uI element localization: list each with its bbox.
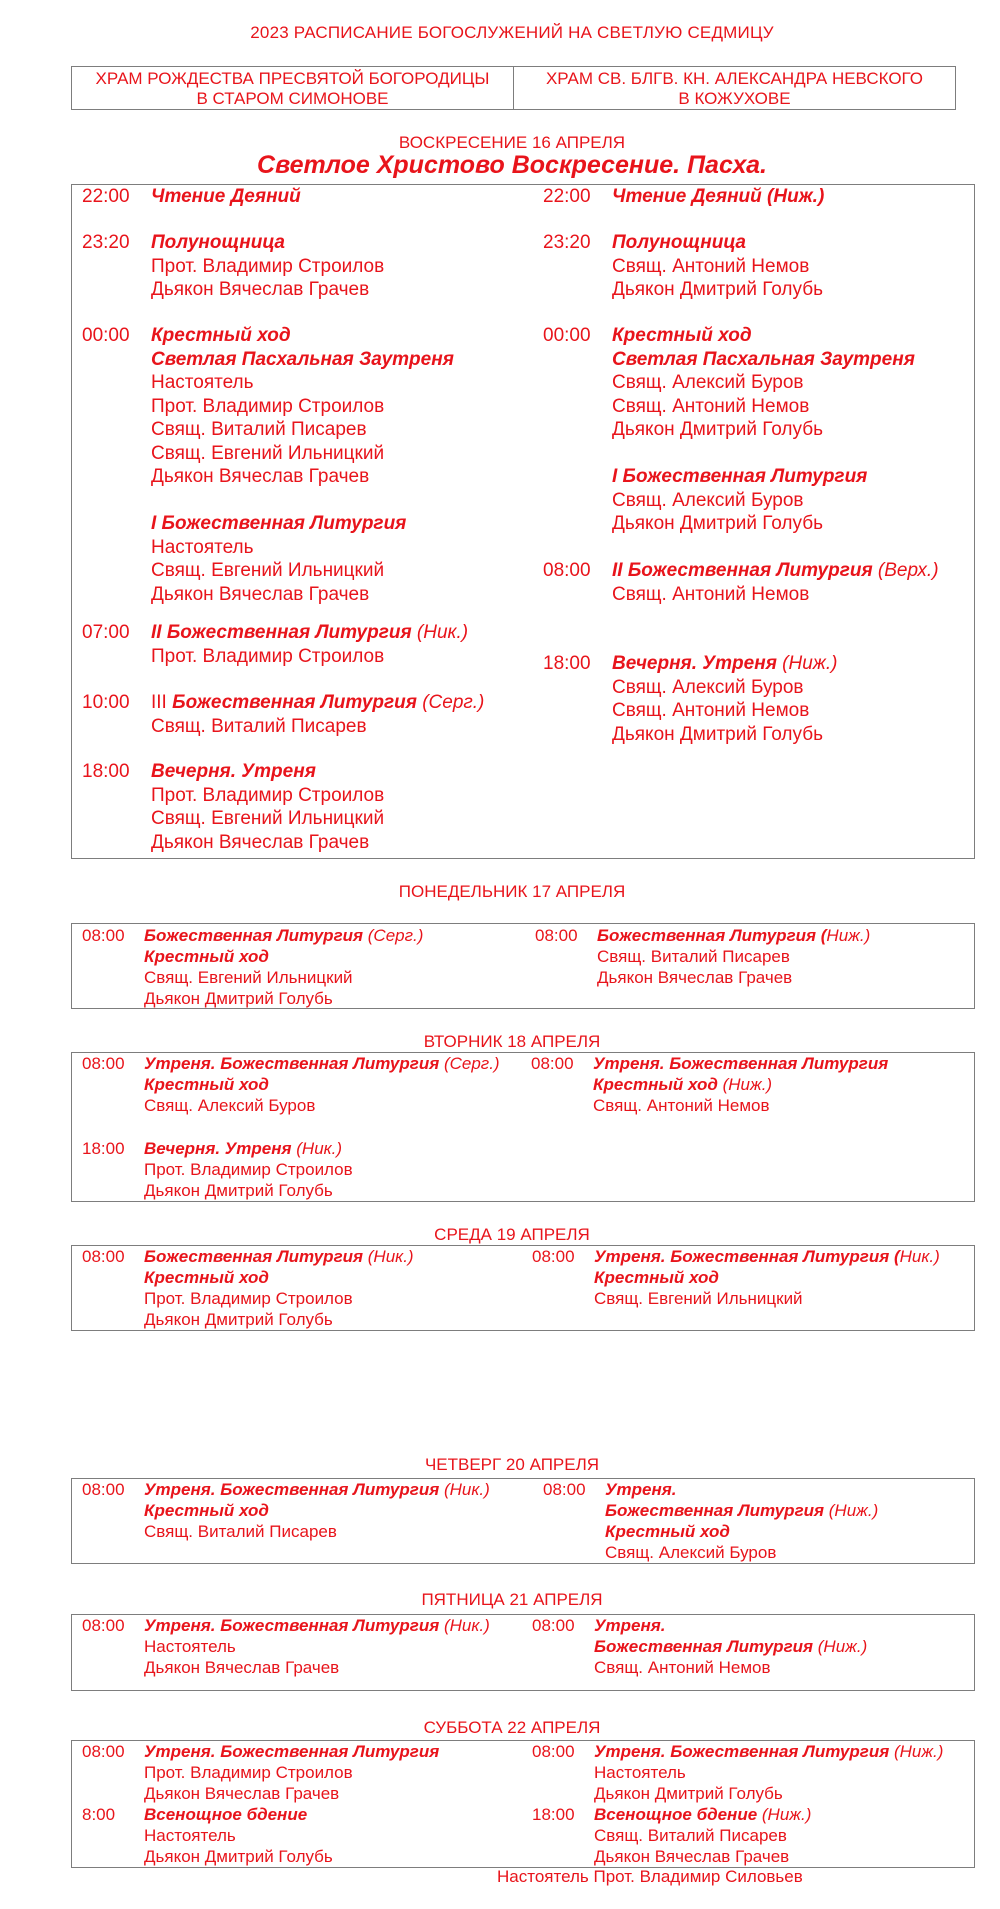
clergy-line: Прот. Владимир Строилов (151, 645, 385, 667)
service-name: II Божественная Литургия (151, 622, 412, 643)
clergy-line: Свящ. Алексий Буров (605, 1543, 777, 1562)
service-location-note: (Серг.) (439, 1054, 500, 1073)
church-left-location: В СТАРОМ СИМОНОВЕ (196, 89, 389, 108)
schedule-box-friday (71, 1614, 975, 1691)
clergy-line: Дьякон Дмитрий Голубь (144, 1847, 333, 1866)
clergy-line: Свящ. Алексий Буров (612, 489, 804, 511)
service-line (593, 1074, 888, 1095)
service-details (612, 559, 939, 606)
service-location-note: Ниж.) (826, 926, 871, 945)
clergy-line: Свящ. Евгений Ильницкий (151, 442, 385, 464)
service-name: Крестный ход (144, 1075, 269, 1094)
service-location-note: (Серг.) (363, 926, 424, 945)
service-name: Светлая Пасхальная Заутреня (612, 348, 915, 370)
service-details (151, 231, 384, 302)
service-line (151, 185, 301, 209)
church-right-heading (514, 67, 955, 109)
service-name: Крестный ход (612, 325, 752, 346)
clergy-line: Свящ. Виталий Писарев (594, 1826, 787, 1845)
service-name: Утреня. Божественная Литургия ( (594, 1247, 900, 1266)
clergy-line: Свящ. Евгений Ильницкий (144, 968, 353, 987)
service-name: I Божественная Литургия (612, 466, 868, 487)
service-line (594, 1267, 940, 1288)
service-line (594, 1615, 867, 1636)
schedule-box-sunday (71, 184, 975, 859)
service-name: Божественная Литургия (144, 926, 364, 945)
day-heading-wednesday: СРЕДА 19 АПРЕЛЯ (434, 1225, 590, 1244)
clergy-line: Дьякон Вячеслав Грачев (144, 1658, 340, 1677)
service-details (594, 1246, 940, 1309)
clergy-line: Прот. Владимир Строилов (144, 1763, 353, 1782)
service-location-note: (Ник.) (439, 1616, 490, 1635)
service-time: 08:00 (82, 1480, 125, 1499)
schedule-box-saturday (71, 1740, 975, 1868)
service-location-note: (Ниж.) (813, 1637, 868, 1656)
service-time: 18:00 (543, 653, 591, 674)
service-line (151, 324, 454, 348)
schedule-box-monday (71, 923, 975, 1009)
service-time: 10:00 (82, 692, 130, 713)
service-time: 00:00 (543, 325, 591, 346)
clergy-line: Дьякон Вячеслав Грачев (151, 831, 370, 853)
service-time: 8:00 (82, 1805, 116, 1824)
service-line (612, 348, 915, 372)
church-header-table (71, 66, 956, 110)
service-number: III (151, 692, 173, 713)
clergy-line: Прот. Владимир Строилов (144, 1160, 353, 1179)
service-line (612, 652, 837, 676)
service-name: Вечерня. Утреня (612, 653, 777, 674)
service-details (612, 465, 867, 536)
clergy-line: Свящ. Антоний Немов (612, 255, 810, 277)
service-line (593, 1053, 888, 1074)
service-location-note: (Ник.) (439, 1480, 490, 1499)
day-heading-friday: ПЯТНИЦА 21 АПРЕЛЯ (421, 1590, 603, 1609)
service-details (144, 1804, 333, 1867)
service-details (151, 621, 468, 668)
clergy-line: Настоятель (151, 372, 254, 393)
service-details (151, 512, 406, 606)
service-line (151, 348, 454, 372)
clergy-line: Свящ. Алексий Буров (144, 1096, 316, 1115)
service-details (594, 1804, 811, 1867)
service-line (151, 231, 384, 255)
service-line (144, 1615, 490, 1636)
clergy-line: Дьякон Дмитрий Голубь (144, 1310, 333, 1329)
service-details (597, 925, 870, 988)
service-name: Утреня. Божественная Литургия (593, 1054, 889, 1073)
service-location-note: (Ниж.) (889, 1742, 944, 1761)
clergy-line: Настоятель (594, 1763, 686, 1782)
service-time: 08:00 (82, 1247, 125, 1266)
service-line (594, 1246, 940, 1267)
service-details (144, 1053, 500, 1116)
clergy-line: Свящ. Антоний Немов (612, 700, 810, 721)
service-line (144, 925, 423, 946)
service-location-note: (Ник.) (363, 1247, 414, 1266)
service-name: Божественная Литургия (605, 1501, 825, 1520)
service-line (151, 691, 484, 715)
clergy-line: Свящ. Алексий Буров (612, 372, 804, 393)
service-line (144, 1479, 490, 1500)
service-details (144, 1246, 414, 1330)
service-details (612, 231, 823, 302)
day-heading-saturday: СУББОТА 22 АПРЕЛЯ (423, 1718, 601, 1737)
service-name: Вечерня. Утреня (151, 761, 316, 782)
service-name: Утреня. Божественная Литургия (144, 1480, 440, 1499)
service-line (144, 946, 423, 967)
service-details (144, 1138, 353, 1201)
clergy-line: Прот. Владимир Строилов (151, 784, 385, 806)
clergy-line: Свящ. Виталий Писарев (597, 947, 790, 966)
service-details (605, 1479, 878, 1563)
service-time: 08:00 (82, 1616, 125, 1635)
service-name: Крестный ход (144, 1501, 269, 1520)
service-location-note: Ник.) (899, 1247, 940, 1266)
service-time: 07:00 (82, 622, 130, 643)
service-line (605, 1521, 878, 1542)
service-name: Крестный ход (605, 1522, 730, 1541)
service-name: Божественная Литургия ( (597, 926, 827, 945)
service-name: II Божественная Литургия (612, 560, 873, 581)
service-name: Божественная Литургия (172, 692, 417, 713)
service-name: Крестный ход (144, 1268, 269, 1287)
service-details (144, 1615, 490, 1678)
service-line (144, 1074, 500, 1095)
clergy-line: Дьякон Дмитрий Голубь (144, 989, 333, 1008)
clergy-line: Настоятель (144, 1826, 236, 1845)
clergy-line: Свящ. Виталий Писарев (144, 1522, 337, 1541)
service-line (151, 621, 468, 645)
service-details (144, 1741, 439, 1804)
clergy-line: Свящ. Евгений Ильницкий (151, 560, 385, 581)
service-name: Божественная Литургия (144, 1247, 364, 1266)
document-title: 2023 РАСПИСАНИЕ БОГОСЛУЖЕНИЙ НА СВЕТЛУЮ СЕДМИЦУ (250, 23, 774, 42)
clergy-line: Дьякон Вячеслав Грачев (144, 1784, 340, 1803)
service-name: Чтение Деяний (151, 186, 301, 207)
clergy-line: Свящ. Евгений Ильницкий (151, 808, 385, 829)
service-line (597, 925, 870, 946)
service-time: 18:00 (82, 761, 130, 782)
service-line (612, 465, 867, 489)
service-name: Всенощное бдение (144, 1805, 308, 1824)
service-location-note: (Ниж.) (776, 653, 838, 674)
service-location-note: (Ник.) (411, 622, 469, 643)
service-name: Утреня. Божественная Литургия (594, 1742, 890, 1761)
service-line (594, 1804, 811, 1825)
rector-signature-line: Настоятель Прот. Владимир Силовьев (497, 1867, 803, 1886)
service-line (144, 1741, 439, 1762)
service-line (151, 512, 406, 536)
service-details (612, 185, 824, 209)
clergy-line: Свящ. Антоний Немов (612, 395, 810, 417)
clergy-line: Дьякон Дмитрий Голубь (612, 419, 823, 440)
service-name: Крестный ход (144, 947, 269, 966)
service-details (594, 1615, 867, 1678)
service-line (144, 1138, 353, 1159)
clergy-line: Дьякон Вячеслав Грачев (151, 466, 370, 487)
clergy-line: Прот. Владимир Строилов (144, 1289, 353, 1308)
service-time: 08:00 (543, 1480, 586, 1499)
service-details (593, 1053, 888, 1116)
service-line (144, 1246, 414, 1267)
service-time: 08:00 (82, 1054, 125, 1073)
clergy-line: Свящ. Антоний Немов (594, 1658, 771, 1677)
feast-title: Светлое Христово Воскресение. Пасха. (257, 151, 767, 179)
clergy-line: Дьякон Вячеслав Грачев (594, 1847, 790, 1866)
service-name: Полунощница (612, 232, 746, 253)
service-line (612, 559, 939, 583)
clergy-line: Свящ. Виталий Писарев (151, 715, 367, 737)
service-line (144, 1267, 414, 1288)
service-name: Утреня. (594, 1616, 666, 1635)
service-time: 08:00 (532, 1616, 575, 1635)
service-name: Вечерня. Утреня (144, 1139, 292, 1158)
service-line (605, 1479, 878, 1500)
service-time: 08:00 (532, 1247, 575, 1266)
schedule-box-tuesday (71, 1052, 975, 1202)
church-right-location: В КОЖУХОВЕ (678, 89, 791, 108)
service-name: Божественная Литургия (594, 1637, 814, 1656)
service-details (144, 925, 423, 1009)
service-line (151, 760, 384, 784)
service-location-note: (Ниж.) (824, 1501, 879, 1520)
service-details (151, 324, 454, 489)
day-heading-thursday: ЧЕТВЕРГ 20 АПРЕЛЯ (424, 1455, 600, 1474)
day-heading-tuesday: ВТОРНИК 18 АПРЕЛЯ (423, 1032, 601, 1051)
service-time: 23:20 (82, 232, 130, 253)
service-name: Светлая Пасхальная Заутреня (151, 348, 454, 370)
clergy-line: Свящ. Антоний Немов (593, 1096, 770, 1115)
clergy-line: Прот. Владимир Строилов (151, 395, 385, 417)
clergy-line: Дьякон Дмитрий Голубь (594, 1784, 783, 1803)
service-time: 08:00 (531, 1054, 574, 1073)
clergy-line: Дьякон Дмитрий Голубь (612, 513, 823, 534)
clergy-line: Дьякон Дмитрий Голубь (612, 279, 823, 300)
service-location-note: (Ниж.) (717, 1075, 773, 1094)
service-line (605, 1500, 878, 1521)
service-line (144, 1804, 333, 1825)
service-name: Утреня. (605, 1480, 677, 1499)
service-name: Всенощное бдение (594, 1805, 758, 1824)
service-location-note: (Серг.) (416, 692, 485, 713)
service-location-note: (Ниж.) (757, 1805, 812, 1824)
service-line (612, 324, 915, 348)
service-line (144, 1500, 490, 1521)
service-name: Утреня. Божественная Литургия (144, 1616, 440, 1635)
service-location-note: (Верх.) (872, 560, 939, 581)
service-time: 00:00 (82, 325, 130, 346)
service-location-note: (Ник.) (291, 1139, 343, 1158)
clergy-line: Свящ. Алексий Буров (612, 676, 804, 698)
service-details (594, 1741, 943, 1804)
service-line (594, 1741, 943, 1762)
service-name: Утреня. Божественная Литургия (144, 1054, 440, 1073)
service-line (594, 1636, 867, 1657)
service-time: 22:00 (543, 186, 591, 207)
service-time: 08:00 (82, 1742, 125, 1761)
service-name: I Божественная Литургия (151, 513, 407, 534)
service-time: 08:00 (543, 560, 591, 581)
clergy-line: Прот. Владимир Строилов (151, 255, 385, 277)
church-left-heading (72, 67, 514, 109)
service-details (612, 324, 915, 442)
service-details (151, 691, 484, 738)
service-time: 08:00 (82, 926, 125, 945)
service-name: Полунощница (151, 232, 285, 253)
service-line (612, 231, 823, 255)
clergy-line: Свящ. Антоний Немов (612, 583, 810, 605)
service-time: 18:00 (532, 1805, 575, 1824)
clergy-line: Дьякон Вячеслав Грачев (151, 279, 370, 300)
day-heading-sunday: ВОСКРЕСЕНИЕ 16 АПРЕЛЯ (398, 133, 626, 152)
service-line (144, 1053, 500, 1074)
day-heading-monday: ПОНЕДЕЛЬНИК 17 АПРЕЛЯ (398, 882, 626, 901)
service-line (612, 185, 824, 209)
schedule-box-thursday (71, 1478, 975, 1564)
service-details (151, 760, 384, 854)
clergy-line: Дьякон Вячеслав Грачев (151, 583, 370, 605)
service-details (151, 185, 301, 209)
service-time: 23:20 (543, 232, 591, 253)
service-time: 18:00 (82, 1139, 125, 1158)
service-name: Утреня. Божественная Литургия (144, 1742, 440, 1761)
service-details (144, 1479, 490, 1542)
clergy-line: Дьякон Дмитрий Голубь (612, 723, 823, 745)
clergy-line: Дьякон Дмитрий Голубь (144, 1181, 333, 1200)
clergy-line: Свящ. Виталий Писарев (151, 419, 367, 440)
service-name: Крестный ход (594, 1268, 719, 1287)
service-name: Чтение Деяний (Ниж.) (612, 186, 825, 207)
clergy-line: Настоятель (144, 1637, 236, 1656)
clergy-line: Свящ. Евгений Ильницкий (594, 1289, 803, 1308)
service-time: 08:00 (535, 926, 578, 945)
clergy-line: Дьякон Вячеслав Грачев (597, 968, 793, 987)
schedule-box-wednesday (71, 1245, 975, 1331)
church-right-name: ХРАМ СВ. БЛГВ. КН. АЛЕКСАНДРА НЕВСКОГО (545, 69, 924, 88)
service-name: Крестный ход (151, 325, 291, 346)
service-time: 22:00 (82, 186, 130, 207)
service-time: 08:00 (532, 1742, 575, 1761)
service-name: Крестный ход (593, 1075, 718, 1094)
service-details (612, 652, 837, 746)
clergy-line: Настоятель (151, 536, 254, 558)
church-left-name: ХРАМ РОЖДЕСТВА ПРЕСВЯТОЙ БОГОРОДИЦЫ (95, 69, 490, 88)
